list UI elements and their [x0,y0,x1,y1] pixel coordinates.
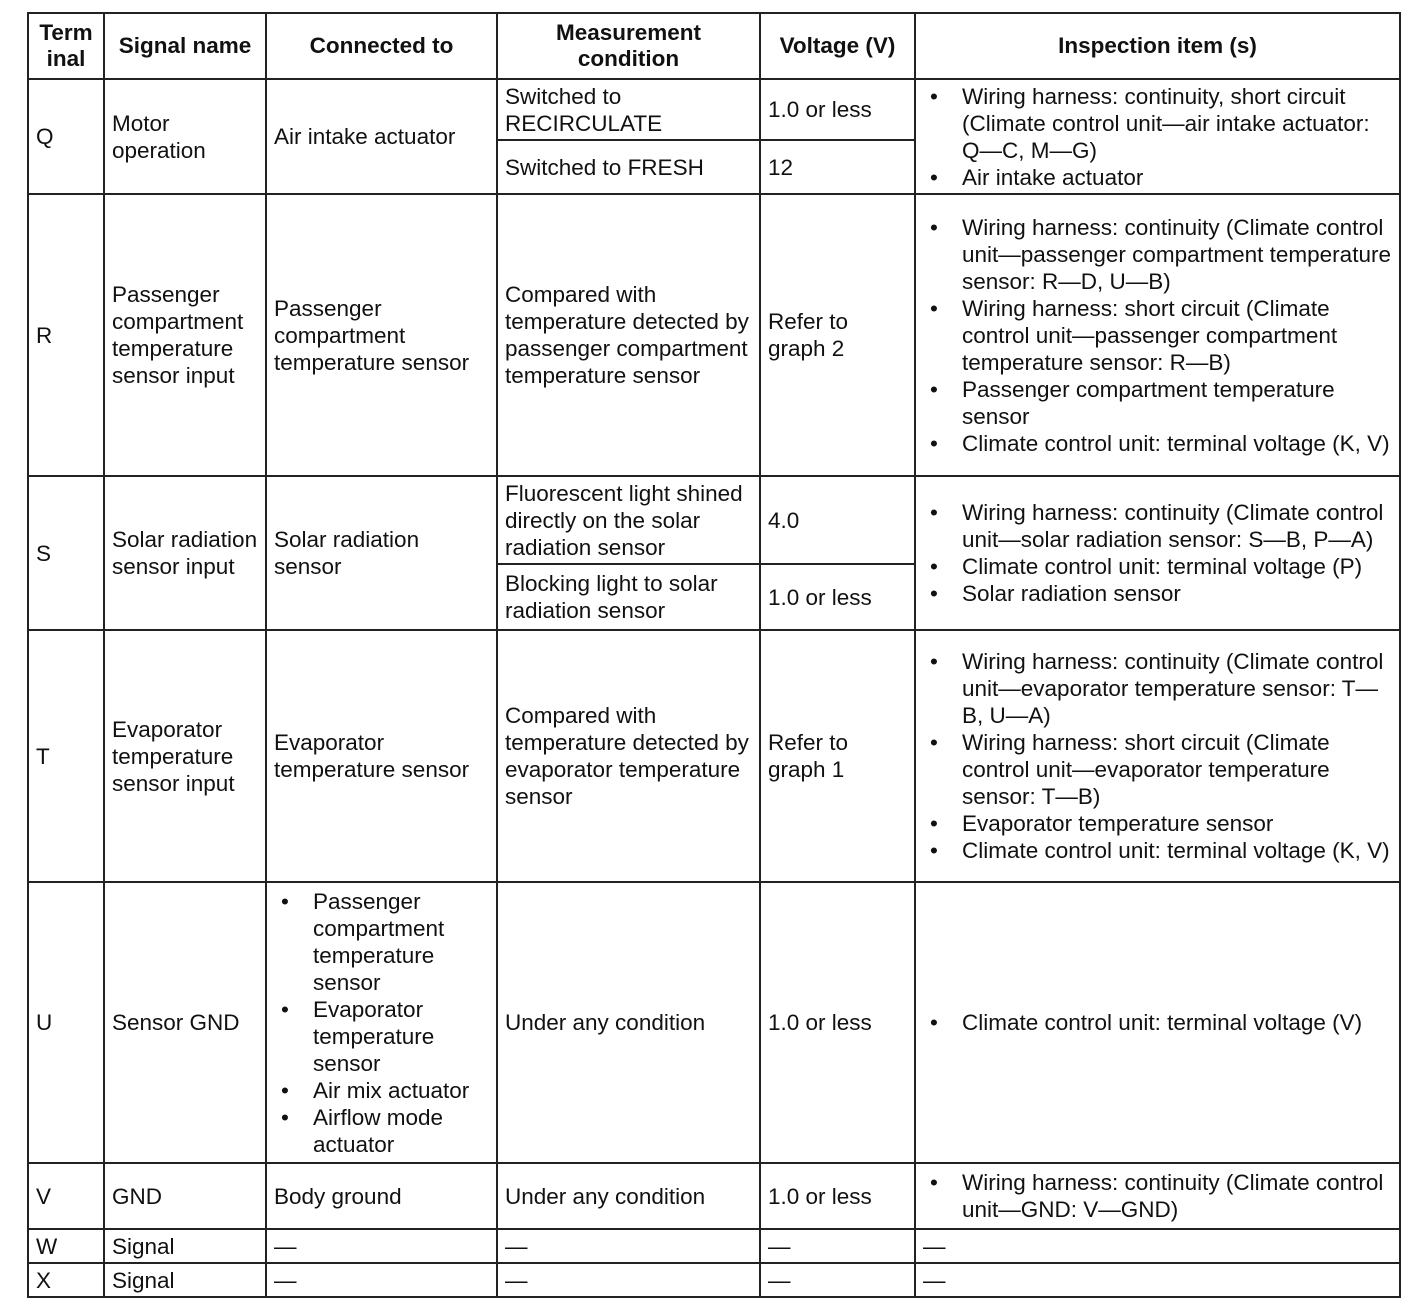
list-item: • Wiring harness: continuity (Climate control unit—evaporator temperature sensor: T—B, U—A) [962,648,1392,729]
connected-x: — [266,1263,497,1297]
header-connected-to: Connected to [266,13,497,79]
list-item: • Passenger compartment temperature sensor [313,888,489,996]
inspection-list-v [923,1169,1392,1223]
condition-q-2: Switched to FRESH [497,140,760,194]
terminal-v: V [28,1163,104,1229]
inspection-q [915,79,1400,194]
inspection-u [915,882,1400,1163]
connected-s: Solar radiation sensor [266,476,497,630]
condition-v: Under any condition [497,1163,760,1229]
signal-w: Signal [104,1229,266,1263]
inspection-list-q [923,83,1392,191]
connected-t: Evaporator temperature sensor [266,630,497,882]
list-item: • Wiring harness: continuity, short circuit (Climate control unit—air intake actuator: Q—C, M—G) [962,83,1392,164]
list-item: • Air mix actuator [313,1077,489,1104]
terminal-t: T [28,630,104,882]
condition-s-2: Blocking light to solar radiation sensor [497,564,760,630]
inspection-v [915,1163,1400,1229]
list-item: • Wiring harness: continuity (Climate control unit—GND: V—GND) [962,1169,1392,1223]
condition-s-1: Fluorescent light shined directly on the solar radiation sensor [497,476,760,564]
inspection-list-t [923,648,1392,864]
list-item: • Climate control unit: terminal voltage (K, V) [962,430,1392,457]
condition-u: Under any condition [497,882,760,1163]
terminal-u: U [28,882,104,1163]
condition-x: — [497,1263,760,1297]
terminal-q: Q [28,79,104,194]
header-signal-name: Signal name [104,13,266,79]
inspection-r [915,194,1400,476]
voltage-s-2: 1.0 or less [760,564,915,630]
list-item: • Wiring harness: short circuit (Climate control unit—passenger compartment temperature sensor: R—B) [962,295,1392,376]
table-row [28,79,1400,140]
signal-v: GND [104,1163,266,1229]
inspection-list-u [923,1009,1392,1036]
inspection-list-s [923,499,1392,607]
terminal-voltage-table [27,12,1401,1298]
voltage-q-1: 1.0 or less [760,79,915,140]
table-row [28,1163,1400,1229]
table-row [28,1263,1400,1297]
signal-u: Sensor GND [104,882,266,1163]
header-measurement-condition: Measurement condition [497,13,760,79]
header-inspection-items: Inspection item (s) [915,13,1400,79]
list-item: • Solar radiation sensor [962,580,1392,607]
connected-v: Body ground [266,1163,497,1229]
voltage-v: 1.0 or less [760,1163,915,1229]
table-row [28,882,1400,1163]
condition-w: — [497,1229,760,1263]
terminal-w: W [28,1229,104,1263]
terminal-s: S [28,476,104,630]
connected-list-u [274,888,489,1158]
signal-q: Motor operation [104,79,266,194]
list-item: • Climate control unit: terminal voltage (K, V) [962,837,1392,864]
table-row [28,476,1400,564]
terminal-x: X [28,1263,104,1297]
list-item: • Air intake actuator [962,164,1392,191]
signal-t: Evaporator temperature sensor input [104,630,266,882]
condition-t: Compared with temperature detected by evaporator temperature sensor [497,630,760,882]
voltage-r: Refer to graph 2 [760,194,915,476]
list-item: • Wiring harness: short circuit (Climate control unit—evaporator temperature sensor: T—B) [962,729,1392,810]
inspection-list-r [923,214,1392,457]
voltage-x: — [760,1263,915,1297]
inspection-s [915,476,1400,630]
signal-s: Solar radiation sensor input [104,476,266,630]
connected-r: Passenger compartment temperature sensor [266,194,497,476]
voltage-w: — [760,1229,915,1263]
signal-r: Passenger compartment temperature sensor input [104,194,266,476]
list-item: • Passenger compartment temperature sensor [962,376,1392,430]
list-item: • Evaporator temperature sensor [962,810,1392,837]
connected-w: — [266,1229,497,1263]
voltage-t: Refer to graph 1 [760,630,915,882]
inspection-t [915,630,1400,882]
header-terminal: Term inal [28,13,104,79]
table-row [28,1229,1400,1263]
condition-r: Compared with temperature detected by passenger compartment temperature sensor [497,194,760,476]
terminal-inspection-sheet [27,12,1401,1298]
condition-q-1: Switched to RECIRCULATE [497,79,760,140]
table-row [28,630,1400,882]
inspection-x: — [915,1263,1400,1297]
list-item: • Wiring harness: continuity (Climate control unit—solar radiation sensor: S—B, P—A) [962,499,1392,553]
connected-q: Air intake actuator [266,79,497,194]
connected-u [266,882,497,1163]
list-item: • Airflow mode actuator [313,1104,489,1158]
list-item: • Wiring harness: continuity (Climate control unit—passenger compartment temperature sensor: R—D, U—B) [962,214,1392,295]
inspection-w: — [915,1229,1400,1263]
signal-x: Signal [104,1263,266,1297]
voltage-s-1: 4.0 [760,476,915,564]
voltage-q-2: 12 [760,140,915,194]
table-row [28,194,1400,476]
voltage-u: 1.0 or less [760,882,915,1163]
table-header-row [28,13,1400,79]
header-voltage: Voltage (V) [760,13,915,79]
list-item: • Evaporator temperature sensor [313,996,489,1077]
list-item: • Climate control unit: terminal voltage (V) [962,1009,1392,1036]
list-item: • Climate control unit: terminal voltage (P) [962,553,1392,580]
terminal-r: R [28,194,104,476]
